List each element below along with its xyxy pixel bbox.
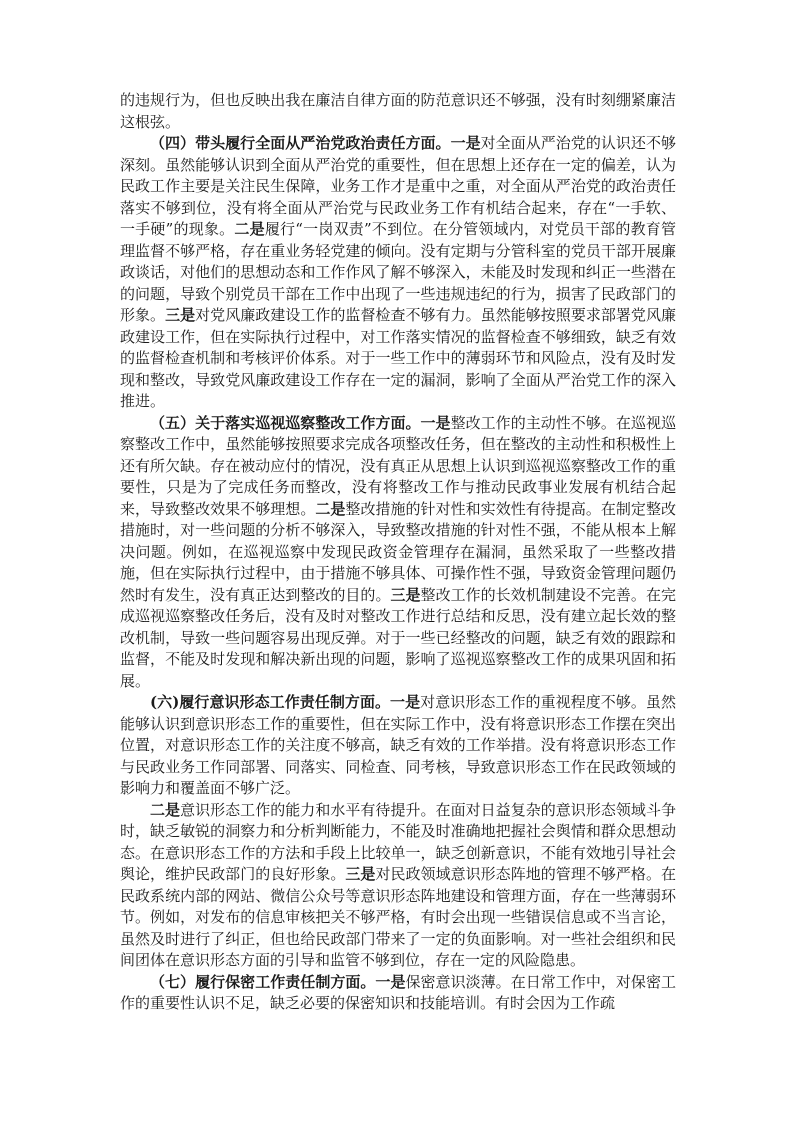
text-run: 对民政领域意识形态阵地的管理不够严格。在民政系统内部的网站、微信公众号等意识形态阵地建设和管理方面，存在一些薄弱环节。例如，对发布的信息审核把关不够严格，有时会出现一些错误信息或不当言论，虽然及时进行了纠正，但也给民政部门带来了一定的负面影响。对一些社会组织和民间团体在意识形态方面的引导和监管不够到位，存在一定的风险隐患。 — [120, 865, 676, 969]
text-run: 的违规行为，但也反映出我在廉洁自律方面的防范意识还不够强，没有时刻绷紧廉洁这根弦。 — [120, 91, 676, 131]
section-heading: （五）关于落实巡视巡察整改工作方面。一是 — [150, 413, 451, 432]
text-run: 对全面从严治党的认识还不够深刻。虽然能够认识到全面从严治党的重要性，但在思想上还存在一定的偏差，认为民政工作主要是关注民生保障，业务工作才是重中之重，对全面从严治党的政治责任落实不够到位，没有将全面从严治党与民政业务工作有机结合起来，存在“一手软、一手硬”的现象。 — [120, 134, 676, 238]
paragraph-section-4 — [120, 133, 676, 413]
section-heading: (六)履行意识形态工作责任制方面。一是 — [150, 693, 421, 711]
section-heading: （七）履行保密工作责任制方面。一是 — [150, 972, 406, 991]
paragraph-section-6 — [120, 692, 676, 800]
paragraph-section-5 — [120, 413, 676, 693]
text-run: 保密意识淡薄。在日常工作中，对保密工作的重要性认识不足，缺乏必要的保密知识和技能培训。有时会因为工作疏 — [120, 972, 676, 1012]
text-run: 对党风廉政建设工作的监督检查不够有力。虽然能够按照要求部署党风廉政建设工作，但在实际执行过程中，对工作落实情况的监督检查不够细致，缺乏有效的监督检查机制和考核评价体系。对于一些工作中的薄弱环节和风险点，没有及时发现和整改，导致党风廉政建设工作存在一定的漏洞，影响了全面从严治党工作的深入推进。 — [120, 306, 676, 410]
point-marker: 三是 — [165, 306, 196, 324]
point-marker: 二是 — [150, 800, 181, 819]
point-marker: 三是 — [345, 865, 376, 883]
section-heading: （四）带头履行全面从严治党政治责任方面。一是 — [150, 134, 481, 152]
point-marker: 二是 — [315, 499, 346, 518]
paragraph-continuation — [120, 90, 676, 133]
text-run: 整改措施的针对性和实效性有待提高。在制定整改措施时，对一些问题的分析不够深入，导致整改措施的针对性不强，不能从根本上解决问题。例如，在巡视巡察中发现民政资金管理存在漏洞，虽然采取了一些整改措施，但在实际执行过程中，由于措施不够具体、可操作性不强，导致资金管理问题仍然时有发生，没有真正达到整改的目的。 — [120, 499, 676, 604]
text-run: 履行“一岗双责”不到位。在分管领域内，对党员干部的教育管理监督不够严格，存在重业务轻党建的倾向。没有定期与分管科室的党员干部开展廉政谈话，对他们的思想动态和工作作风了解不够深入，未能及时发现和纠正一些潜在的问题，导致个别党员干部在工作中出现了一些违规违纪的行为，损害了民政部门的形象。 — [120, 220, 676, 324]
text-run: 整改工作的长效机制建设不完善。在完成巡视巡察整改任务后，没有及时对整改工作进行总结和反思，没有建立起长效的整改机制，导致一些问题容易出现反弹。对于一些已经整改的问题，缺乏有效的跟踪和监督，不能及时发现和解决新出现的问题，影响了巡视巡察整改工作的成果巩固和拓展。 — [120, 585, 676, 690]
text-run: 整改工作的主动性不够。在巡视巡察整改工作中，虽然能够按照要求完成各项整改任务，但在整改的主动性和积极性上还有所欠缺。存在被动应付的情况，没有真正从思想上认识到巡视巡察整改工作的重要性，只是为了完成任务而整改，没有将整改工作与推动民政事业发展有机结合起来，导致整改效果不够理想。 — [120, 413, 676, 518]
text-run: 意识形态工作的能力和水平有待提升。在面对日益复杂的意识形态领域斗争时，缺乏敏锐的洞察力和分析判断能力，不能及时准确地把握社会舆情和群众思想动态。在意识形态工作的方法和手段上比较单一，缺乏创新意识，不能有效地引导社会舆论，维护民政部门的良好形象。 — [120, 800, 676, 883]
paragraph-section-7 — [120, 972, 676, 1015]
paragraph-section-6-continued — [120, 800, 676, 972]
document-body — [120, 90, 676, 1015]
text-run: 对意识形态工作的重视程度不够。虽然能够认识到意识形态工作的重要性，但在实际工作中，没有将意识形态工作摆在突出位置，对意识形态工作的关注度不够高，缺乏有效的工作举措。没有将意识形态工作与民政业务工作同部署、同落实、同检查、同考核，导致意识形态工作在民政领域的影响力和覆盖面不够广泛。 — [120, 693, 676, 797]
point-marker: 三是 — [390, 585, 421, 604]
point-marker: 二是 — [234, 220, 265, 238]
